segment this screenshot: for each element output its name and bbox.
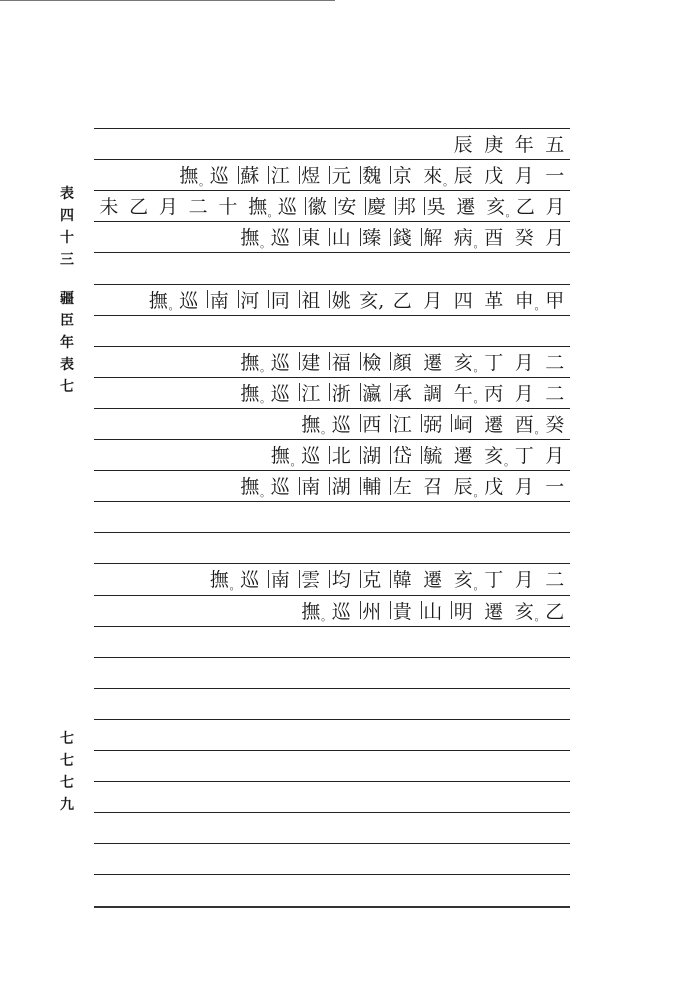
empty-table-row bbox=[94, 533, 570, 563]
text-char: 二 bbox=[545, 382, 565, 405]
text-char: 巡 bbox=[331, 600, 351, 623]
text-char: 一 bbox=[545, 476, 565, 499]
text-char: 遷 bbox=[484, 600, 504, 623]
text-char: 辰 。 bbox=[448, 471, 479, 501]
text-char: 亥 。 bbox=[509, 595, 540, 625]
table-row bbox=[94, 129, 570, 159]
empty-table-row bbox=[94, 782, 570, 812]
name-char: 東 bbox=[296, 222, 327, 252]
text-char: 申 。 bbox=[509, 284, 540, 314]
text-char: 巡 bbox=[240, 569, 260, 592]
table-row bbox=[94, 191, 570, 221]
text-char: 亥 。 bbox=[479, 440, 510, 470]
text-char: 戊 bbox=[484, 165, 504, 188]
name-char: 南 bbox=[204, 284, 235, 314]
text-char: 月 bbox=[545, 196, 565, 219]
name-char: 吳 bbox=[421, 191, 451, 221]
text-char: 遷 bbox=[456, 196, 476, 219]
side-label-char: 年 bbox=[60, 335, 74, 351]
text-char: 亥 。 bbox=[481, 191, 511, 221]
empty-table-row bbox=[94, 502, 570, 532]
name-char: 山 bbox=[418, 595, 449, 625]
text-char: 巡 bbox=[270, 351, 290, 374]
text-char: 乙 bbox=[545, 600, 565, 623]
text-char: 丁 bbox=[484, 569, 504, 592]
name-char: 西 bbox=[357, 408, 388, 438]
text-char: 巡 bbox=[270, 382, 290, 405]
name-char: 江 bbox=[265, 160, 296, 190]
name-char: 江 bbox=[387, 408, 418, 438]
text-char: 月 bbox=[514, 476, 534, 499]
name-char: 岱 bbox=[387, 440, 418, 470]
text-char: 丁 bbox=[514, 445, 534, 467]
text-char: 撫 。 bbox=[174, 160, 205, 190]
text-char: 月 bbox=[514, 382, 534, 405]
table-title-label bbox=[56, 288, 78, 398]
name-char: 安 bbox=[332, 191, 362, 221]
name-char: 邦 bbox=[392, 191, 422, 221]
side-label-char: 四 bbox=[60, 208, 74, 224]
text-char: 巡 bbox=[179, 289, 199, 312]
name-char: 瀛 bbox=[357, 377, 388, 407]
text-char: 撫 。 bbox=[265, 440, 296, 470]
text-char: 四 bbox=[453, 289, 473, 312]
text-char: 撫 。 bbox=[296, 595, 327, 625]
text-char: 調 bbox=[423, 382, 443, 405]
text-char: 撫 。 bbox=[296, 408, 327, 438]
table-row bbox=[94, 346, 570, 376]
official-chronology-table bbox=[94, 128, 570, 904]
name-char: 解 bbox=[418, 222, 449, 252]
text-char: 十 bbox=[218, 196, 238, 219]
text-char: 亥 。 bbox=[448, 346, 479, 376]
table-row bbox=[94, 408, 570, 438]
text-char: 五 bbox=[545, 134, 565, 156]
empty-table-row bbox=[94, 813, 570, 843]
text-char: 遷 bbox=[484, 413, 504, 436]
page-number bbox=[56, 728, 78, 816]
text-char: 乙 bbox=[392, 289, 412, 312]
text-char: 乙 bbox=[515, 196, 535, 219]
table-row bbox=[94, 222, 570, 252]
text-char: 月 bbox=[158, 196, 178, 219]
text-char: 撫 。 bbox=[235, 471, 266, 501]
text-char: 月 bbox=[514, 351, 534, 374]
text-char: 酉 bbox=[484, 227, 504, 250]
name-char: 元 bbox=[326, 160, 357, 190]
name-char: 姚 bbox=[326, 284, 357, 314]
text-char: 酉 。 bbox=[509, 408, 540, 438]
name-char: 弼 bbox=[418, 408, 449, 438]
name-char: 徽 bbox=[302, 191, 332, 221]
name-char: 輔 bbox=[357, 471, 388, 501]
empty-table-row bbox=[94, 315, 570, 345]
text-char: 病 。 bbox=[448, 222, 479, 252]
text-char: 乙 bbox=[129, 196, 149, 219]
text-char: 撫 。 bbox=[235, 346, 266, 376]
empty-table-row bbox=[94, 688, 570, 718]
table-row bbox=[94, 284, 570, 314]
name-char: 慶 bbox=[362, 191, 392, 221]
text-char: 癸 bbox=[545, 413, 565, 436]
name-char: 左 bbox=[387, 471, 418, 501]
empty-table-row bbox=[94, 253, 570, 283]
text-char: 撫 。 bbox=[235, 222, 266, 252]
name-char: 蘇 bbox=[235, 160, 266, 190]
text-char: 召 bbox=[423, 476, 443, 499]
name-char: 克 bbox=[357, 564, 388, 594]
side-label-char: 七 bbox=[60, 731, 74, 747]
text-char: 二 bbox=[545, 569, 565, 592]
name-char: 韓 bbox=[387, 564, 418, 594]
name-char: 雲 bbox=[296, 564, 327, 594]
table-row bbox=[94, 595, 570, 625]
text-char: 巡 bbox=[277, 196, 297, 219]
name-char: 煜 bbox=[296, 160, 327, 190]
text-char: 月 bbox=[545, 227, 565, 250]
name-char: 錢 bbox=[387, 222, 418, 252]
text-char: 二 bbox=[545, 351, 565, 374]
side-label-char: 七 bbox=[60, 775, 74, 791]
side-label-char: 七 bbox=[60, 753, 74, 769]
name-char: 毓 bbox=[418, 440, 449, 470]
text-char: 巡 bbox=[301, 445, 321, 467]
side-label-char: 九 bbox=[60, 797, 74, 813]
table-number-label bbox=[56, 183, 78, 271]
text-char: 未 bbox=[99, 196, 119, 219]
table-rule bbox=[94, 906, 570, 908]
name-char: 湖 bbox=[326, 471, 357, 501]
text-char: 丙 bbox=[484, 382, 504, 405]
side-label-char: 三 bbox=[60, 252, 74, 268]
text-char: 月 bbox=[545, 445, 565, 467]
side-label-char: 七 bbox=[60, 379, 74, 395]
name-char: 明 bbox=[448, 595, 479, 625]
text-char: 撫 。 bbox=[143, 284, 174, 314]
empty-table-row bbox=[94, 719, 570, 749]
text-char: 遷 bbox=[453, 445, 473, 467]
text-char: 年 bbox=[514, 134, 534, 156]
name-char: 檢 bbox=[357, 346, 388, 376]
name-char: 貴 bbox=[387, 595, 418, 625]
empty-table-row bbox=[94, 844, 570, 874]
text-char: 巡 bbox=[331, 413, 351, 436]
empty-table-row bbox=[94, 751, 570, 781]
table-row bbox=[94, 377, 570, 407]
text-char: 丁 bbox=[484, 351, 504, 374]
text-char: 來 。 bbox=[418, 160, 449, 190]
top-rule bbox=[0, 0, 335, 1]
text-char: 二 bbox=[188, 196, 208, 219]
text-char: 月 bbox=[514, 165, 534, 188]
name-char: 河 bbox=[235, 284, 266, 314]
name-char: 福 bbox=[326, 346, 357, 376]
table-row bbox=[94, 160, 570, 190]
name-char: 承 bbox=[387, 377, 418, 407]
side-label-char: 表 bbox=[60, 357, 74, 373]
empty-table-row bbox=[94, 875, 570, 905]
table-row bbox=[94, 564, 570, 594]
text-char: 月 bbox=[423, 289, 443, 312]
name-char: 州 bbox=[357, 595, 388, 625]
empty-table-row bbox=[94, 657, 570, 687]
text-char: 亥, bbox=[359, 289, 385, 312]
name-char: 顏 bbox=[387, 346, 418, 376]
text-char: 一 bbox=[545, 165, 565, 188]
side-label-char: 十 bbox=[60, 230, 74, 246]
name-char: 臻 bbox=[357, 222, 388, 252]
text-char: 甲 bbox=[545, 289, 565, 312]
side-label-char: 疆 bbox=[60, 291, 74, 307]
name-char: 㟃 bbox=[448, 408, 479, 438]
text-char: 庚 bbox=[484, 134, 504, 156]
text-char: 革 bbox=[484, 289, 504, 312]
empty-table-row bbox=[94, 626, 570, 656]
text-char: 巡 bbox=[209, 165, 229, 188]
text-char: 撫 。 bbox=[204, 564, 235, 594]
text-char: 遷 bbox=[423, 351, 443, 374]
name-char: 南 bbox=[265, 564, 296, 594]
text-char: 午 。 bbox=[448, 377, 479, 407]
name-char: 湖 bbox=[357, 440, 388, 470]
text-char: 辰 bbox=[453, 134, 473, 156]
name-char: 山 bbox=[326, 222, 357, 252]
name-char: 魏 bbox=[357, 160, 388, 190]
name-char: 浙 bbox=[326, 377, 357, 407]
name-char: 同 bbox=[265, 284, 296, 314]
name-char: 京 bbox=[387, 160, 418, 190]
text-char: 癸 bbox=[514, 227, 534, 250]
text-char: 亥 。 bbox=[448, 564, 479, 594]
name-char: 均 bbox=[326, 564, 357, 594]
table-row bbox=[94, 471, 570, 501]
text-char: 月 bbox=[514, 569, 534, 592]
name-char: 祖 bbox=[296, 284, 327, 314]
text-char: 巡 bbox=[270, 476, 290, 499]
text-char: 遷 bbox=[423, 569, 443, 592]
name-char: 北 bbox=[326, 440, 357, 470]
name-char: 建 bbox=[296, 346, 327, 376]
text-char: 戊 bbox=[484, 476, 504, 499]
text-char: 巡 bbox=[270, 227, 290, 250]
text-char: 撫 。 bbox=[235, 377, 266, 407]
side-label-char: 表 bbox=[60, 186, 74, 202]
text-char: 辰 bbox=[453, 165, 473, 188]
text-char: 撫 。 bbox=[243, 191, 273, 221]
side-label-char: 臣 bbox=[60, 313, 74, 329]
name-char: 南 bbox=[296, 471, 327, 501]
table-row bbox=[94, 440, 570, 470]
name-char: 江 bbox=[296, 377, 327, 407]
